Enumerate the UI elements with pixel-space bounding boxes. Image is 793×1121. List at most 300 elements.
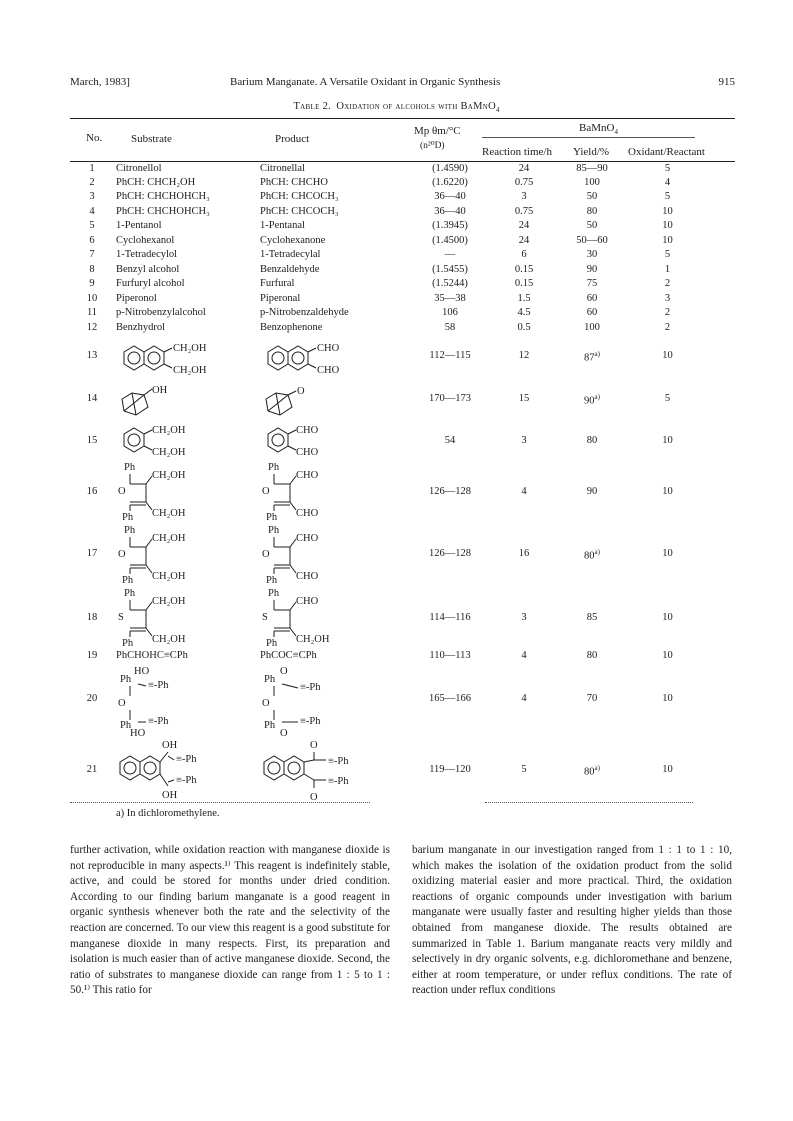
cell-ratio [630, 486, 705, 497]
svg-text:Ph: Ph [268, 588, 280, 599]
cell-product [260, 264, 319, 275]
cell-product [260, 307, 349, 318]
table-bottom-rule-right [485, 802, 693, 803]
cell-substrate-text: Benzyl alcohol [116, 264, 180, 275]
svg-text:HO: HO [130, 728, 146, 739]
page-number: 915 [718, 76, 735, 88]
svg-text:≡-Ph: ≡-Ph [148, 680, 169, 691]
cell-mp-text: — [444, 249, 456, 260]
cell-ratio-text: 1 [664, 264, 671, 275]
cell-substrate [116, 163, 162, 174]
header-bamno4-text: BaMnO [579, 122, 615, 134]
cell-ratio [630, 548, 705, 559]
cell-no-text: 9 [89, 278, 95, 289]
cell-time [480, 249, 568, 260]
svg-text:≡-Ph: ≡-Ph [300, 682, 321, 693]
cell-yield-text: 85—90 [576, 163, 608, 174]
svg-text:O: O [118, 486, 126, 497]
cell-no-text: 11 [86, 307, 98, 318]
cell-substrate-text: Furfuryl alcohol [116, 278, 185, 289]
cell-yield-text: 100 [584, 322, 600, 333]
cell-mp-text: (1.5244) [432, 278, 468, 289]
cell-no [70, 163, 114, 174]
cell-time-text: 24 [518, 220, 530, 231]
cell-product-text: Cyclohexanone [260, 235, 326, 246]
svg-text:Ph: Ph [268, 525, 280, 536]
cell-time-text: 4 [521, 693, 527, 704]
cell-no-text: 3 [89, 191, 95, 202]
cell-substrate-text: PhCH: CHCH₂OH [116, 177, 196, 188]
svg-text:O: O [118, 549, 126, 560]
cell-substrate-text: 1-Pentanol [116, 220, 162, 231]
cell-product-text: Piperonal [260, 293, 301, 304]
cell-no [70, 220, 114, 231]
cell-no [70, 650, 114, 661]
cell-substrate [116, 191, 210, 202]
cell-substrate-text: Citronellol [116, 163, 162, 174]
svg-text:CH₂OH: CH₂OH [173, 365, 207, 376]
header-product: Product [275, 133, 310, 145]
cell-no-text: 8 [89, 264, 95, 275]
cell-yield-text: 80 [584, 766, 595, 778]
cell-no [70, 235, 114, 246]
cell-product-text: Citronellal [260, 163, 305, 174]
header-bamno4-sub: 4 [614, 128, 618, 137]
cell-time-text: 15 [518, 393, 530, 404]
cell-ratio [630, 191, 705, 202]
cell-time [480, 548, 568, 559]
cell-product [260, 177, 328, 188]
cell-ratio [630, 249, 705, 260]
cell-yield [557, 693, 627, 704]
cell-substrate-text: 1-Tetradecylol [116, 249, 178, 260]
cell-no [70, 249, 114, 260]
cell-time-text: 24 [518, 235, 530, 246]
svg-text:O: O [262, 698, 270, 709]
cell-ratio-text: 10 [662, 435, 673, 446]
cell-no-text: 6 [89, 235, 95, 246]
yield-footnote-marker: a) [594, 548, 600, 556]
svg-text:Ph: Ph [122, 638, 134, 649]
cell-ratio-text: 10 [662, 693, 673, 704]
cell-yield [557, 249, 627, 260]
svg-text:≡-Ph: ≡-Ph [328, 776, 349, 787]
cell-product [260, 278, 294, 289]
svg-text:CHO: CHO [296, 508, 319, 519]
cell-yield [557, 163, 627, 174]
cell-no [70, 278, 114, 289]
structure-14-product [260, 383, 340, 424]
cell-ratio [630, 163, 705, 174]
svg-text:Ph: Ph [122, 575, 134, 586]
cell-no [70, 393, 114, 404]
svg-text:CH₂OH: CH₂OH [152, 447, 186, 458]
svg-text:Ph: Ph [264, 674, 276, 685]
cell-yield [557, 764, 627, 778]
cell-substrate [116, 322, 165, 333]
cell-mp-text: (1.5455) [432, 264, 468, 275]
cell-ratio-text: 5 [664, 191, 671, 202]
cell-mp-text: 58 [444, 322, 456, 333]
cell-yield [557, 278, 627, 289]
svg-text:S: S [262, 612, 268, 623]
cell-no [70, 191, 114, 202]
svg-text:Ph: Ph [268, 462, 280, 473]
cell-ratio-text: 10 [662, 486, 673, 497]
cell-no [70, 206, 114, 217]
cell-yield-text: 90 [584, 395, 595, 407]
cell-product-text: Benzophenone [260, 322, 323, 333]
cell-time [480, 393, 568, 404]
cell-yield-text: 90 [586, 264, 598, 275]
cell-substrate [116, 264, 179, 275]
cell-time-text: 0.75 [514, 206, 534, 217]
structure-16-product [260, 460, 370, 527]
cell-ratio [630, 293, 705, 304]
cell-mp-text: 54 [444, 435, 456, 446]
svg-text:Ph: Ph [124, 462, 136, 473]
svg-text:O: O [310, 740, 318, 751]
cell-substrate-text: Cyclohexanol [116, 235, 175, 246]
svg-text:CH₂OH: CH₂OH [296, 634, 330, 645]
cell-time [480, 163, 568, 174]
table-title [0, 101, 793, 114]
structure-13-substrate [116, 340, 256, 385]
cell-yield [557, 612, 627, 623]
cell-no [70, 177, 114, 188]
cell-ratio-text: 10 [662, 235, 673, 246]
cell-yield-text: 85 [586, 612, 598, 623]
cell-time [480, 278, 568, 289]
svg-text:≡-Ph: ≡-Ph [176, 754, 197, 765]
cell-no-text: 4 [89, 206, 95, 217]
cell-time [480, 177, 568, 188]
cell-yield [557, 393, 627, 407]
cell-substrate [116, 220, 162, 231]
structure-17-product [260, 523, 370, 590]
cell-mp-text: 170—173 [429, 393, 471, 404]
cell-substrate [116, 249, 177, 260]
cell-yield [557, 235, 627, 246]
cell-ratio-text: 5 [664, 163, 671, 174]
svg-text:CH₂OH: CH₂OH [152, 571, 186, 582]
cell-no [70, 548, 114, 559]
cell-time [480, 612, 568, 623]
cell-mp-text: (1.4500) [432, 235, 468, 246]
cell-ratio [630, 264, 705, 275]
header-mp-sub: (n²⁰D) [420, 141, 445, 151]
cell-time-text: 4.5 [517, 307, 531, 318]
cell-yield-text: 60 [586, 307, 598, 318]
cell-mp-text: (1.3945) [432, 220, 468, 231]
svg-text:O: O [280, 666, 288, 677]
cell-no [70, 612, 114, 623]
cell-time-text: 3 [521, 435, 527, 446]
svg-text:Ph: Ph [120, 674, 132, 685]
cell-time-text: 1.5 [517, 293, 531, 304]
cell-no [70, 350, 114, 361]
cell-time-text: 3 [521, 191, 527, 202]
cell-substrate [116, 278, 185, 289]
cell-yield [557, 206, 627, 217]
cell-product-text: PhCH: CHCOCH₃ [260, 191, 339, 202]
cell-substrate-text: PhCHOHC≡CPh [116, 650, 188, 661]
cell-no [70, 322, 114, 333]
svg-text:≡-Ph: ≡-Ph [176, 775, 197, 786]
cell-no-text: 20 [86, 693, 98, 704]
svg-text:OH: OH [152, 385, 168, 396]
cell-substrate-text: Piperonol [116, 293, 157, 304]
cell-yield [557, 220, 627, 231]
header-ratio: Oxidant/Reactant [628, 146, 705, 158]
cell-ratio-text: 10 [662, 650, 673, 661]
cell-time [480, 220, 568, 231]
cell-yield [557, 293, 627, 304]
cell-ratio-text: 4 [664, 177, 671, 188]
structure-21-product [260, 738, 400, 805]
body-text-right: barium manganate in our investigation ranged from 1 : 1 to 1 : 10, which makes the isolation of the oxidation product from the solid oxidizing material easier and more practical. Third, the oxidation reactions of organic compounds under investigation with barium manganate were usually faster and resulting higher yields than those obtained from manganese dioxide. The results obtained are summarized in Table 1. Barium manganate reacts very mildly and selectively in dry organic solvents, e.g. dichloromethane and benzene, either at room temperature, or under reflux conditions. The rate of reaction under reflux conditions [412, 844, 732, 997]
cell-product [260, 163, 305, 174]
cell-no [70, 293, 114, 304]
structure-14-substrate [116, 383, 196, 424]
svg-text:O: O [118, 698, 126, 709]
cell-ratio [630, 350, 705, 361]
cell-product [260, 249, 320, 260]
cell-no-text: 18 [86, 612, 98, 623]
cell-yield-text: 80 [586, 435, 598, 446]
cell-no [70, 307, 114, 318]
cell-no [70, 764, 114, 775]
structure-21-substrate [116, 738, 256, 805]
cell-product-text: p-Nitrobenzaldehyde [260, 307, 349, 318]
structure-18-product [260, 586, 370, 653]
header-mp: Mp θm/°C [414, 125, 461, 137]
cell-no-text: 21 [86, 764, 98, 775]
header-substrate: Substrate [131, 133, 172, 145]
svg-text:CHO: CHO [317, 343, 340, 354]
table-caption-subscript: 4 [496, 106, 500, 115]
cell-yield [557, 548, 627, 562]
cell-time-text: 0.15 [514, 278, 534, 289]
cell-no-text: 16 [86, 486, 98, 497]
cell-time [480, 293, 568, 304]
cell-ratio-text: 10 [662, 220, 673, 231]
cell-yield-text: 100 [584, 177, 600, 188]
cell-no-text: 17 [86, 548, 98, 559]
cell-no-text: 15 [86, 435, 98, 446]
cell-ratio [630, 278, 705, 289]
cell-yield-text: 50—60 [576, 235, 608, 246]
structure-13-product [260, 340, 400, 385]
cell-time-text: 24 [518, 163, 530, 174]
cell-time-text: 5 [521, 764, 527, 775]
cell-no-text: 7 [89, 249, 95, 260]
cell-ratio [630, 220, 705, 231]
cell-time-text: 16 [518, 548, 530, 559]
cell-ratio [630, 307, 705, 318]
svg-text:CH₂OH: CH₂OH [152, 533, 186, 544]
svg-text:OH: OH [162, 790, 178, 801]
cell-ratio-text: 2 [664, 307, 671, 318]
svg-text:CHO: CHO [317, 365, 340, 376]
svg-text:Ph: Ph [266, 638, 278, 649]
cell-time [480, 435, 568, 446]
svg-text:CH₂OH: CH₂OH [152, 425, 186, 436]
table-bottom-rule [70, 802, 370, 803]
structure-20-substrate [116, 666, 226, 743]
svg-text:CHO: CHO [296, 425, 319, 436]
structure-17-substrate [116, 523, 226, 590]
body-text-left: further activation, while oxidation reaction with manganese dioxide is not reproducible in many aspects.¹⁾ This reagent is indefinitely stable, active, and could be stored for months under dried condition. According to our finding barium manganate is a good reagent in organic synthesis whenever both the rate and the selectivity of the reaction are concerned. To our view this reagent is a good substitute for manganese dioxide in many respects. First, its preparation and isolation is much easier than of active manganese dioxide. Second, the ratio of substrates to manganese dioxide can range from 1 : 5 to 1 : 50.¹⁾ This ratio for [70, 844, 390, 997]
cell-mp-text: (1.6220) [432, 177, 468, 188]
cell-no-text: 13 [86, 350, 98, 361]
svg-text:HO: HO [134, 666, 150, 677]
cell-ratio-text: 10 [662, 206, 673, 217]
yield-footnote-marker: a) [594, 393, 600, 401]
cell-ratio [630, 177, 705, 188]
cell-product [260, 235, 325, 246]
cell-no [70, 264, 114, 275]
header-yield: Yield/% [573, 146, 610, 158]
cell-substrate-text: PhCH: CHCHOHCH₃ [116, 206, 210, 217]
cell-yield-text: 50 [586, 191, 598, 202]
header-bottom-rule [70, 161, 735, 162]
cell-time-text: 0.75 [514, 177, 534, 188]
cell-substrate-text: p-Nitrobenzylalcohol [116, 307, 206, 318]
table-label: Table 2. [293, 101, 332, 112]
cell-ratio-text: 5 [664, 249, 671, 260]
cell-time [480, 264, 568, 275]
svg-text:CHO: CHO [296, 447, 319, 458]
cell-product-text: 1-Tetradecylal [260, 249, 321, 260]
article-title: Barium Manganate. A Versatile Oxidant in Organic Synthesis [230, 76, 501, 88]
cell-product [260, 191, 339, 202]
cell-mp-text: 126—128 [429, 548, 471, 559]
cell-yield [557, 435, 627, 446]
svg-text:CH₂OH: CH₂OH [152, 508, 186, 519]
svg-text:S: S [118, 612, 124, 623]
cell-time-text: 12 [518, 350, 530, 361]
cell-ratio-text: 10 [662, 612, 673, 623]
cell-mp-text: 126—128 [429, 486, 471, 497]
yield-footnote-marker: a) [594, 764, 600, 772]
header-bamno4 [579, 122, 618, 136]
cell-yield [557, 486, 627, 497]
cell-ratio [630, 235, 705, 246]
cell-no-text: 14 [86, 393, 98, 404]
cell-substrate [116, 235, 174, 246]
cell-product-text: 1-Pentanal [260, 220, 305, 231]
svg-text:O: O [262, 486, 270, 497]
cell-substrate [116, 206, 210, 217]
label-ch2oh: CH₂OH [173, 343, 207, 354]
cell-ratio [630, 206, 705, 217]
cell-mp-text: 36—40 [434, 206, 466, 217]
cell-yield [557, 177, 627, 188]
cell-ratio-text: 3 [664, 293, 671, 304]
cell-substrate [116, 293, 157, 304]
svg-text:Ph: Ph [266, 575, 278, 586]
cell-no-text: 12 [86, 322, 98, 333]
cell-time-text: 4 [521, 650, 527, 661]
cell-yield-text: 70 [586, 693, 598, 704]
cell-yield-text: 80 [584, 550, 595, 562]
cell-yield-text: 87 [584, 352, 595, 364]
cell-no-text: 5 [89, 220, 95, 231]
cell-product [260, 293, 300, 304]
cell-ratio [630, 693, 705, 704]
cell-no [70, 435, 114, 446]
structure-20-product [260, 666, 370, 743]
svg-text:≡-Ph: ≡-Ph [328, 756, 349, 767]
svg-text:Ph: Ph [124, 588, 136, 599]
svg-text:OH: OH [162, 740, 178, 751]
cell-product-text: PhCH: CHCOCH₃ [260, 206, 339, 217]
svg-text:O: O [310, 792, 318, 803]
cell-time-text: 0.5 [517, 322, 531, 333]
cell-no-text: 10 [86, 293, 98, 304]
cell-substrate [116, 177, 195, 188]
svg-text:O: O [297, 386, 305, 397]
svg-text:Ph: Ph [124, 525, 136, 536]
cell-product-text: PhCH: CHCHO [260, 177, 328, 188]
cell-yield [557, 307, 627, 318]
cell-yield-text: 80 [586, 650, 598, 661]
structure-18-substrate [116, 586, 226, 653]
yield-footnote-marker: a) [594, 350, 600, 358]
svg-text:CH₂OH: CH₂OH [152, 634, 186, 645]
cell-time [480, 486, 568, 497]
cell-ratio-text: 10 [662, 350, 673, 361]
cell-yield-text: 30 [586, 249, 598, 260]
cell-time [480, 764, 568, 775]
cell-no-text: 19 [86, 650, 98, 661]
cell-ratio [630, 393, 705, 404]
cell-ratio [630, 435, 705, 446]
cell-mp-text: 165—166 [429, 693, 471, 704]
cell-ratio-text: 2 [664, 322, 671, 333]
svg-text:CH₂OH: CH₂OH [152, 470, 186, 481]
svg-text:O: O [262, 549, 270, 560]
cell-time-text: 4 [521, 486, 527, 497]
structure-16-substrate [116, 460, 226, 527]
svg-text:O: O [280, 728, 288, 739]
svg-text:Ph: Ph [266, 512, 278, 523]
svg-text:Ph: Ph [264, 720, 276, 731]
cell-mp-text: 112—115 [429, 350, 471, 361]
cell-time [480, 350, 568, 361]
svg-text:CHO: CHO [296, 533, 319, 544]
cell-ratio-text: 10 [662, 764, 673, 775]
cell-time [480, 650, 568, 661]
cell-product-text: Furfural [260, 278, 295, 289]
cell-ratio-text: 10 [662, 548, 673, 559]
svg-text:CHO: CHO [296, 571, 319, 582]
cell-product [260, 220, 305, 231]
cell-time [480, 235, 568, 246]
cell-mp-text: 36—40 [434, 191, 466, 202]
cell-time [480, 191, 568, 202]
cell-time [480, 307, 568, 318]
header-no: No. [86, 132, 103, 144]
cell-time-text: 3 [521, 612, 527, 623]
cell-no [70, 486, 114, 497]
journal-date: March, 1983] [70, 76, 130, 88]
cell-no [70, 693, 114, 704]
cell-time-text: 6 [521, 249, 527, 260]
cell-yield-text: 90 [586, 486, 598, 497]
cell-mp-text: 106 [442, 307, 458, 318]
